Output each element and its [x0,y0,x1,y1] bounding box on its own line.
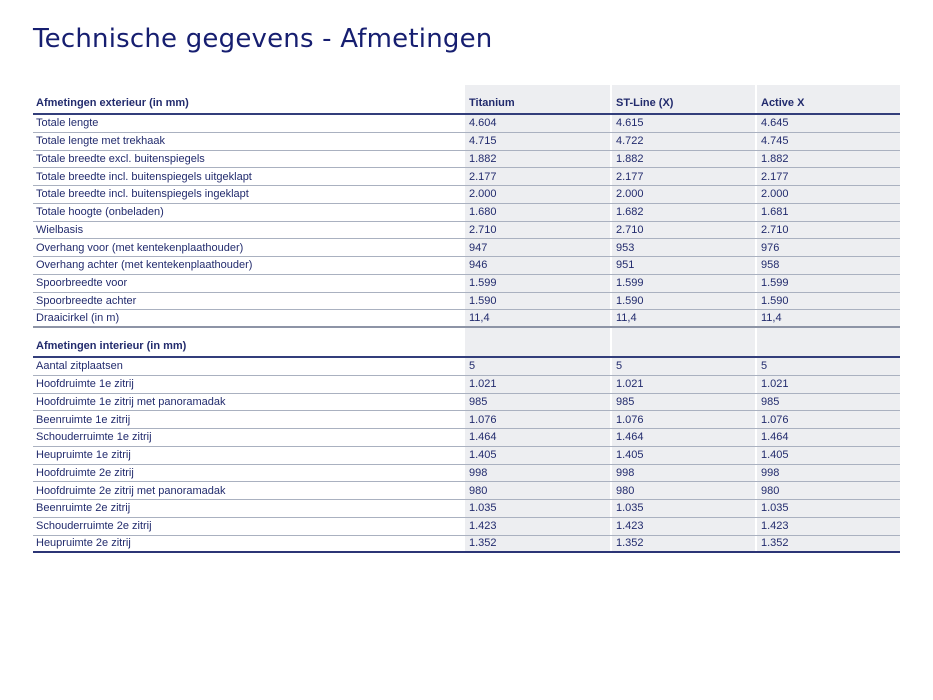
value-cell: 980 [465,482,610,499]
row-label: Beenruimte 2e zitrij [36,502,131,515]
row-label: Totale lengte [36,117,99,130]
value-cell: 1.590 [755,293,900,310]
row-label: Draaicirkel (in m) [36,312,120,325]
value-cell: 1.076 [610,411,755,428]
value-cell: 1.352 [465,536,610,552]
value-cell: 5 [610,358,755,375]
table-row [33,411,900,429]
value-cell: 1.352 [755,536,900,552]
value-cell: 1.590 [610,293,755,310]
table-row [33,310,900,328]
row-label: Totale hoogte (onbeladen) [36,206,164,219]
value-cell: 1.076 [755,411,900,428]
value-cell: 1.464 [465,429,610,446]
table-row [33,293,900,311]
table-row [33,275,900,293]
value-cell: 951 [610,257,755,274]
value-cell: 11,4 [755,310,900,326]
table-row [33,482,900,500]
value-cell: 998 [755,465,900,482]
value-cell: 1.423 [610,518,755,535]
value-cell: 1.680 [465,204,610,221]
row-label: Totale breedte excl. buitenspiegels [36,152,205,165]
table-row [33,394,900,412]
value-cell: 1.882 [610,151,755,168]
table-row [33,358,900,376]
value-cell: 4.722 [610,133,755,150]
table-row [33,465,900,483]
value-cell: 1.599 [755,275,900,292]
row-label: Overhang voor (met kentekenplaathouder) [36,241,244,254]
value-cell: 998 [610,465,755,482]
value-cell: 1.599 [610,275,755,292]
row-label: Heupruimte 1e zitrij [36,449,131,462]
value-cell: 953 [610,239,755,256]
column-header: Titanium [465,85,610,113]
column-header [610,328,755,356]
table-row [33,376,900,394]
value-cell: 2.710 [610,222,755,239]
value-cell: 2.000 [755,186,900,203]
value-cell: 980 [610,482,755,499]
value-cell: 1.021 [610,376,755,393]
row-label: Spoorbreedte voor [36,277,128,290]
value-cell: 2.177 [755,168,900,185]
row-label: Hoofdruimte 1e zitrij met panoramadak [36,395,226,408]
value-cell: 1.405 [610,447,755,464]
row-label: Totale lengte met trekhaak [36,135,166,148]
row-label: Hoofdruimte 1e zitrij [36,378,134,391]
value-cell: 11,4 [610,310,755,326]
value-cell: 958 [755,257,900,274]
row-label: Wielbasis [36,223,84,236]
value-cell: 985 [610,394,755,411]
section-header: Afmetingen exterieur (in mm) [36,96,189,109]
value-cell: 1.405 [465,447,610,464]
column-header: Active X [755,85,900,113]
value-cell: 4.615 [610,115,755,132]
row-label: Aantal zitplaatsen [36,360,123,373]
table-row [33,168,900,186]
table-row [33,133,900,151]
table-row [33,536,900,554]
value-cell: 5 [755,358,900,375]
row-label: Schouderruimte 2e zitrij [36,520,152,533]
value-cell: 1.464 [755,429,900,446]
value-cell: 1.590 [465,293,610,310]
value-cell: 1.405 [755,447,900,464]
section-header-row [33,85,900,115]
row-label: Hoofdruimte 2e zitrij met panoramadak [36,484,226,497]
value-cell: 1.035 [610,500,755,517]
value-cell: 4.745 [755,133,900,150]
table-row [33,115,900,133]
table-row [33,447,900,465]
table-row [33,204,900,222]
value-cell: 1.681 [755,204,900,221]
table-row [33,151,900,169]
column-header: ST-Line (X) [610,85,755,113]
value-cell: 11,4 [465,310,610,326]
value-cell: 1.021 [465,376,610,393]
value-cell: 1.882 [465,151,610,168]
value-cell: 1.682 [610,204,755,221]
table-row [33,239,900,257]
value-cell: 2.710 [465,222,610,239]
value-cell: 4.715 [465,133,610,150]
value-cell: 1.882 [755,151,900,168]
row-label: Overhang achter (met kentekenplaathouder) [36,259,253,272]
table-row [33,500,900,518]
value-cell: 985 [465,394,610,411]
row-label: Totale breedte incl. buitenspiegels ingeklapt [36,188,249,201]
value-cell: 2.000 [610,186,755,203]
value-cell: 4.604 [465,115,610,132]
value-cell: 1.599 [465,275,610,292]
value-cell: 976 [755,239,900,256]
row-label: Spoorbreedte achter [36,294,137,307]
value-cell: 985 [755,394,900,411]
value-cell: 2.177 [465,168,610,185]
section-header-row [33,328,900,358]
value-cell: 2.710 [755,222,900,239]
row-label: Totale breedte incl. buitenspiegels uitgeklapt [36,170,252,183]
value-cell: 2.000 [465,186,610,203]
value-cell: 1.076 [465,411,610,428]
column-header [465,328,610,356]
row-label: Beenruimte 1e zitrij [36,413,131,426]
value-cell: 998 [465,465,610,482]
value-cell: 1.021 [755,376,900,393]
value-cell: 5 [465,358,610,375]
value-cell: 980 [755,482,900,499]
row-label: Schouderruimte 1e zitrij [36,431,152,444]
table-row [33,186,900,204]
row-label: Heupruimte 2e zitrij [36,537,131,550]
value-cell: 1.352 [610,536,755,552]
value-cell: 1.035 [465,500,610,517]
page-title: Technische gegevens - Afmetingen [33,24,493,54]
table-row [33,222,900,240]
value-cell: 1.423 [465,518,610,535]
value-cell: 1.423 [755,518,900,535]
table-row [33,429,900,447]
table-row [33,257,900,275]
value-cell: 947 [465,239,610,256]
value-cell: 2.177 [610,168,755,185]
spec-table [33,85,900,553]
column-header [755,328,900,356]
value-cell: 1.464 [610,429,755,446]
row-label: Hoofdruimte 2e zitrij [36,466,134,479]
section-header: Afmetingen interieur (in mm) [36,339,187,352]
table-row [33,518,900,536]
value-cell: 1.035 [755,500,900,517]
value-cell: 4.645 [755,115,900,132]
value-cell: 946 [465,257,610,274]
